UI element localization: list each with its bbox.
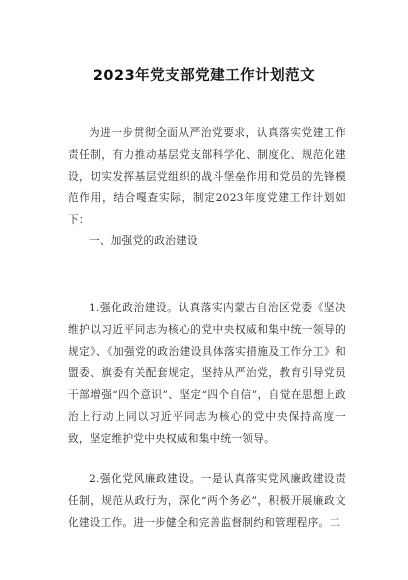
section-heading: 一、加强党的政治建设: [89, 235, 198, 247]
item-paragraph-2: 2.强化党风廉政建设。一是认真落实党风廉政建设责任制，规范从政行为，深化“两个务必”，积极开展廉政文化建设工作。进一步健全和完善监督制约和管理程序。二: [68, 473, 346, 529]
document-title: 2023年党支部党建工作计划范文: [92, 68, 316, 84]
intro-paragraph: 为进一步贯彻全面从严治党要求，认真落实党建工作责任制，有力推动基层党支部科学化、制度化、规范化建设，切实发挥基层党组织的战斗堡垒作用和党员的先锋模范作用，结合嘎查实际，制定2023年度党建工作计划如下：: [68, 127, 346, 227]
item-paragraph-1: 1.强化政治建设。认真落实内蒙古自治区党委《坚决维护以习近平同志为核心的党中央权威和集中统一领导的规定》、《加强党的政治建设具体落实措施及工作分工》和盟委、旗委有关配套规定，坚持从严治党，教育引导党员干部增强“四个意识”、坚定“四个自信”，自觉在思想上政治上行动上同以习近平同志为核心的党中央保持高度一致，坚定维护党中央权威和集中统一领导。: [68, 302, 346, 445]
